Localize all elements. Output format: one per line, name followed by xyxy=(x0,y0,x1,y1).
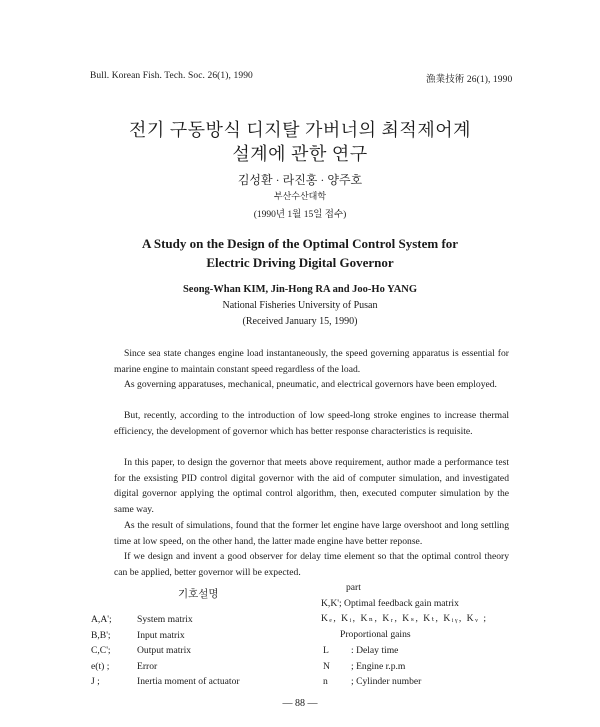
abstract-paragraph: In this paper, to design the governor that meets above requirement, author made a performance test for the exsisting PID control digital governor with the aid of computer simulation, and investigated digital governor applying the optimal control algorithm, then, executed computer simulation by the same way. xyxy=(114,457,509,516)
symbol-row xyxy=(91,628,240,644)
symbol-key: C,C'; xyxy=(91,645,111,656)
symbol-key: N xyxy=(323,660,330,672)
symbol-row xyxy=(91,659,240,675)
symbol-desc: Input matrix xyxy=(137,629,185,641)
symbol-desc: Error xyxy=(137,660,158,672)
symbol-row xyxy=(323,659,421,675)
symbol-part-continuation: part xyxy=(346,582,361,593)
page-number: — 88 — xyxy=(282,698,318,709)
abstract-paragraph: But, recently, according to the introduction of low speed-long stroke engines to increase thermal efficiency, the development of governor which has better response characteristics is requisite. xyxy=(114,410,509,437)
symbol-desc: Output matrix xyxy=(137,645,192,656)
affiliation-english: National Fisheries University of Pusan xyxy=(222,300,378,311)
symbol-key: n xyxy=(323,676,328,687)
symbol-row xyxy=(91,612,240,628)
symbols-list-left xyxy=(91,612,240,690)
authors-korean: 김성환 · 라진홍 · 양주호 xyxy=(237,173,363,187)
affiliation-korean: 부산수산대학 xyxy=(273,191,327,201)
symbol-desc: System matrix xyxy=(137,614,193,625)
symbol-feedback-gain: K,K'; Optimal feedback gain matrix xyxy=(321,598,459,609)
title-korean-line2: 설계에 관한 연구 xyxy=(232,144,368,164)
symbol-key: L xyxy=(323,645,329,656)
symbols-list-right xyxy=(323,643,421,690)
received-english: (Received January 15, 1990) xyxy=(242,316,358,327)
authors-english: Seong-Whan KIM, Jin-Hong RA and Joo-Ho YANG xyxy=(182,284,418,295)
symbol-row xyxy=(323,643,421,659)
abstract-paragraph: If we design and invent a good observer for delay time element so that the optimal control theory can be applied, better governor will be expected. xyxy=(114,551,509,578)
symbol-desc: ; Engine r.p.m xyxy=(351,660,406,672)
title-english-line1: A Study on the Design of the Optimal Control System for xyxy=(141,236,459,251)
abstract-paragraph: As the result of simulations, found that the former let engine have large overshoot and long settling time at low speed, on the other hand, the latter made engine have better reponse. xyxy=(114,520,509,547)
abstract-paragraph: Since sea state changes engine load instantaneously, the speed governing apparatus is essential for marine engine to maintain constant speed regardless of the load. xyxy=(114,348,509,375)
symbols-heading: 기호설명 xyxy=(178,589,219,600)
symbol-gains-description: Proportional gains xyxy=(340,629,411,640)
symbol-key: e(t) ; xyxy=(91,660,110,672)
received-korean: (1990년 1월 15일 접수) xyxy=(253,210,347,220)
symbol-row xyxy=(91,674,240,690)
running-header-right: 漁業技術 26(1), 1990 xyxy=(426,75,513,85)
symbol-desc: : Delay time xyxy=(351,645,399,656)
symbol-key: A,A'; xyxy=(91,614,112,625)
symbol-row xyxy=(91,643,240,659)
running-header-left: Bull. Korean Fish. Tech. Soc. 26(1), 1990 xyxy=(90,71,253,81)
symbol-desc: ; Cylinder number xyxy=(351,676,422,687)
title-english-line2: Electric Driving Digital Governor xyxy=(206,255,394,270)
symbol-row xyxy=(323,674,421,690)
title-korean-line1: 전기 구동방식 디지탈 가버너의 최적제어계 xyxy=(129,120,471,140)
symbol-gains: Kₑ, Kᵢ, Kₙ, Kᵣ, Kₛ, Kₜ, Kᵢᵧ, Kᵥ ; xyxy=(321,613,488,624)
symbol-key: J ; xyxy=(91,676,100,687)
symbol-desc: Inertia moment of actuator xyxy=(137,676,240,687)
abstract-paragraph: As governing apparatuses, mechanical, pneumatic, and electrical governors have been employed. xyxy=(124,379,497,390)
symbol-key: B,B'; xyxy=(91,629,111,641)
